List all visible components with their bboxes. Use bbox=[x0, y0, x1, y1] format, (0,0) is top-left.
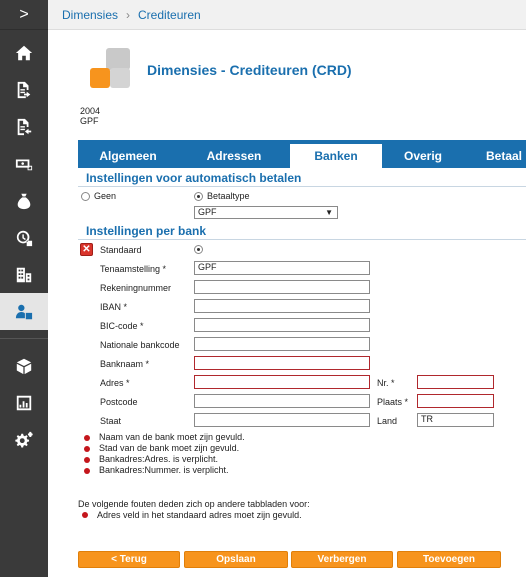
plaats-input[interactable] bbox=[417, 394, 494, 408]
save-button[interactable]: Opslaan bbox=[184, 551, 288, 568]
iban-label: IBAN * bbox=[100, 302, 128, 312]
tab-bar bbox=[78, 140, 526, 168]
radio-standaard[interactable] bbox=[194, 245, 203, 254]
sidebar-divider bbox=[0, 338, 48, 339]
error-text: Naam van de bank moet zijn gevuld. bbox=[99, 432, 245, 442]
tab-banken[interactable]: Banken bbox=[290, 144, 382, 168]
land-label: Land bbox=[377, 416, 398, 426]
adres-input[interactable] bbox=[194, 375, 370, 389]
user-card-icon[interactable] bbox=[0, 293, 48, 330]
option-betaaltype[interactable] bbox=[194, 191, 250, 201]
dimension-logo-icon bbox=[90, 48, 132, 90]
time-icon[interactable] bbox=[0, 219, 48, 256]
error-close-icon[interactable]: ✕ bbox=[80, 243, 93, 256]
payment-type-select[interactable] bbox=[194, 206, 338, 219]
record-code-group: GPF bbox=[80, 116, 99, 126]
tab-adressen[interactable]: Adressen bbox=[206, 149, 262, 163]
banknaam-input[interactable] bbox=[194, 356, 370, 370]
error-item bbox=[84, 443, 245, 454]
document-export-icon[interactable] bbox=[0, 71, 48, 108]
tab-overig[interactable]: Overig bbox=[403, 149, 442, 163]
money-icon[interactable] bbox=[0, 145, 48, 182]
page-title: Dimensies - Crediteuren (CRD) bbox=[147, 62, 352, 78]
chevron-right-icon: › bbox=[126, 7, 131, 22]
add-button[interactable]: Toevoegen bbox=[397, 551, 501, 568]
hide-button[interactable]: Verbergen bbox=[291, 551, 393, 568]
chart-icon[interactable] bbox=[0, 384, 48, 421]
cube-icon[interactable] bbox=[0, 347, 48, 384]
breadcrumb-current[interactable]: Crediteuren bbox=[138, 7, 201, 22]
error-item bbox=[84, 454, 245, 465]
error-list bbox=[84, 432, 245, 476]
plaats-label: Plaats * bbox=[377, 397, 409, 407]
bic-label: BIC-code * bbox=[100, 321, 144, 331]
error-bullet-icon bbox=[82, 512, 88, 518]
money-bag-icon[interactable] bbox=[0, 182, 48, 219]
error-bullet-icon bbox=[84, 446, 90, 452]
standard-label: Standaard bbox=[100, 245, 142, 255]
error-bullet-icon bbox=[84, 435, 90, 441]
dropdown-arrow-icon: ▼ bbox=[325, 208, 333, 217]
tenaamstelling-label: Tenaamstelling * bbox=[100, 264, 167, 274]
bic-input[interactable] bbox=[194, 318, 370, 332]
error-bullet-icon bbox=[84, 457, 90, 463]
staat-label: Staat bbox=[100, 416, 122, 426]
breadcrumb-root-link[interactable]: Dimensies bbox=[62, 7, 119, 22]
rekeningnummer-input[interactable] bbox=[194, 280, 370, 294]
payment-type-value: GPF bbox=[198, 207, 217, 217]
error-item bbox=[84, 465, 245, 476]
error-text: Bankadres:Adres. is verplicht. bbox=[99, 454, 219, 464]
error-text: Stad van de bank moet zijn gevuld. bbox=[99, 443, 240, 453]
error-item bbox=[84, 432, 245, 443]
breadcrumb bbox=[48, 0, 526, 30]
option-betaaltype-label: Betaaltype bbox=[207, 191, 250, 201]
option-geen-label: Geen bbox=[94, 191, 117, 201]
section-divider bbox=[78, 186, 526, 187]
staat-input[interactable] bbox=[194, 413, 370, 427]
record-code-number: 2004 bbox=[80, 106, 101, 116]
document-import-icon[interactable] bbox=[0, 108, 48, 145]
nationale-bankcode-input[interactable] bbox=[194, 337, 370, 351]
adres-label: Adres * bbox=[100, 378, 130, 388]
back-button[interactable]: < Terug bbox=[78, 551, 180, 568]
rekeningnummer-label: Rekeningnummer bbox=[100, 283, 172, 293]
bank-section-title: Instellingen per bank bbox=[86, 224, 207, 238]
nr-input[interactable] bbox=[417, 375, 494, 389]
error-text: Bankadres:Nummer. is verplicht. bbox=[99, 465, 229, 475]
error-bullet-icon bbox=[84, 468, 90, 474]
payment-section-title: Instellingen voor automatisch betalen bbox=[86, 171, 302, 185]
postcode-label: Postcode bbox=[100, 397, 138, 407]
radio-betaaltype[interactable] bbox=[194, 192, 203, 201]
nationale-bankcode-label: Nationale bankcode bbox=[100, 340, 180, 350]
settings-icon[interactable] bbox=[0, 421, 48, 458]
radio-geen[interactable] bbox=[81, 192, 90, 201]
other-tabs-note: De volgende fouten deden zich op andere tabbladen voor: bbox=[78, 499, 310, 509]
home-icon[interactable] bbox=[0, 34, 48, 71]
other-tabs-error-item bbox=[82, 510, 302, 520]
land-input[interactable]: TR bbox=[417, 413, 494, 427]
nr-label: Nr. * bbox=[377, 378, 395, 388]
section-divider bbox=[78, 239, 526, 240]
building-icon[interactable] bbox=[0, 256, 48, 293]
postcode-input[interactable] bbox=[194, 394, 370, 408]
other-tabs-error-text: Adres veld in het standaard adres moet zijn gevuld. bbox=[97, 510, 302, 520]
tab-algemeen[interactable]: Algemeen bbox=[99, 149, 157, 163]
sidebar bbox=[0, 0, 48, 577]
option-geen[interactable] bbox=[81, 191, 116, 201]
iban-input[interactable] bbox=[194, 299, 370, 313]
expand-chevron-icon[interactable]: > bbox=[0, 0, 48, 30]
record-code bbox=[80, 106, 100, 126]
banknaam-label: Banknaam * bbox=[100, 359, 150, 369]
tenaamstelling-input[interactable]: GPF bbox=[194, 261, 370, 275]
tab-betaal[interactable]: Betaal bbox=[485, 149, 523, 163]
